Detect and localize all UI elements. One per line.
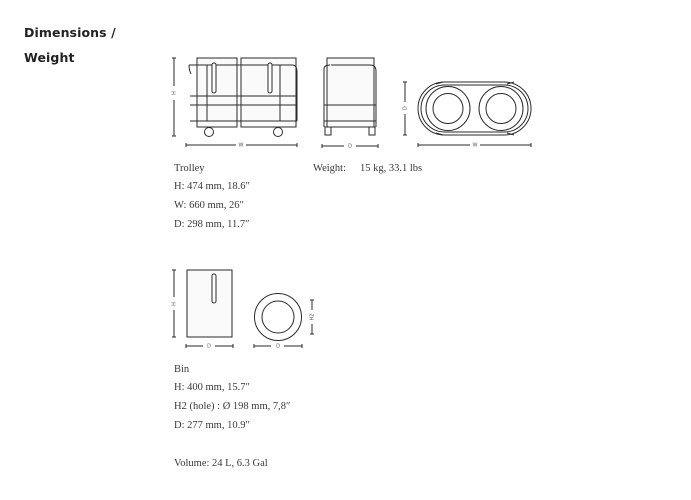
bin-hole-dim-label: H2 [309,313,316,321]
bin-title: Bin [174,364,190,375]
trolley-width-spec: W: 660 mm, 26″ [174,200,244,211]
trolley-width-dim-label: W [238,142,244,149]
weight-label: Weight: [313,163,346,174]
bin-top-drawing [254,294,314,349]
trolley-top-width-dim-label: W [472,142,478,149]
weight-value: 15 kg, 33.1 lbs [360,163,423,174]
trolley-depth-dim-label: D [348,143,352,150]
trolley-top-drawing [403,82,531,147]
bin-volume-spec: Volume: 24 L, 6.3 Gal [174,458,268,469]
bin-depth-spec: D: 277 mm, 10.9″ [174,420,250,431]
trolley-depth-spec: D: 298 mm, 11.7″ [174,219,250,230]
bin-top-depth-dim-label: D [276,343,280,350]
bin-height-dim-label: H [171,302,178,306]
trolley-front-drawing [172,58,297,147]
trolley-height-dim-label: H [171,91,178,95]
trolley-side-drawing [322,58,378,148]
bin-height-spec: H: 400 mm, 15.7″ [174,382,250,393]
bin-side-drawing [172,270,233,348]
dimensions-heading: Dimensions / [24,25,116,40]
trolley-height-spec: H: 474 mm, 18.6″ [174,181,250,192]
weight-heading: Weight [24,50,75,65]
trolley-title: Trolley [174,163,205,174]
trolley-top-depth-dim-label: D [402,106,409,110]
bin-depth-dim-label: D [207,343,211,350]
bin-hole-spec: H2 (hole) : Ø 198 mm, 7,8″ [174,401,291,412]
